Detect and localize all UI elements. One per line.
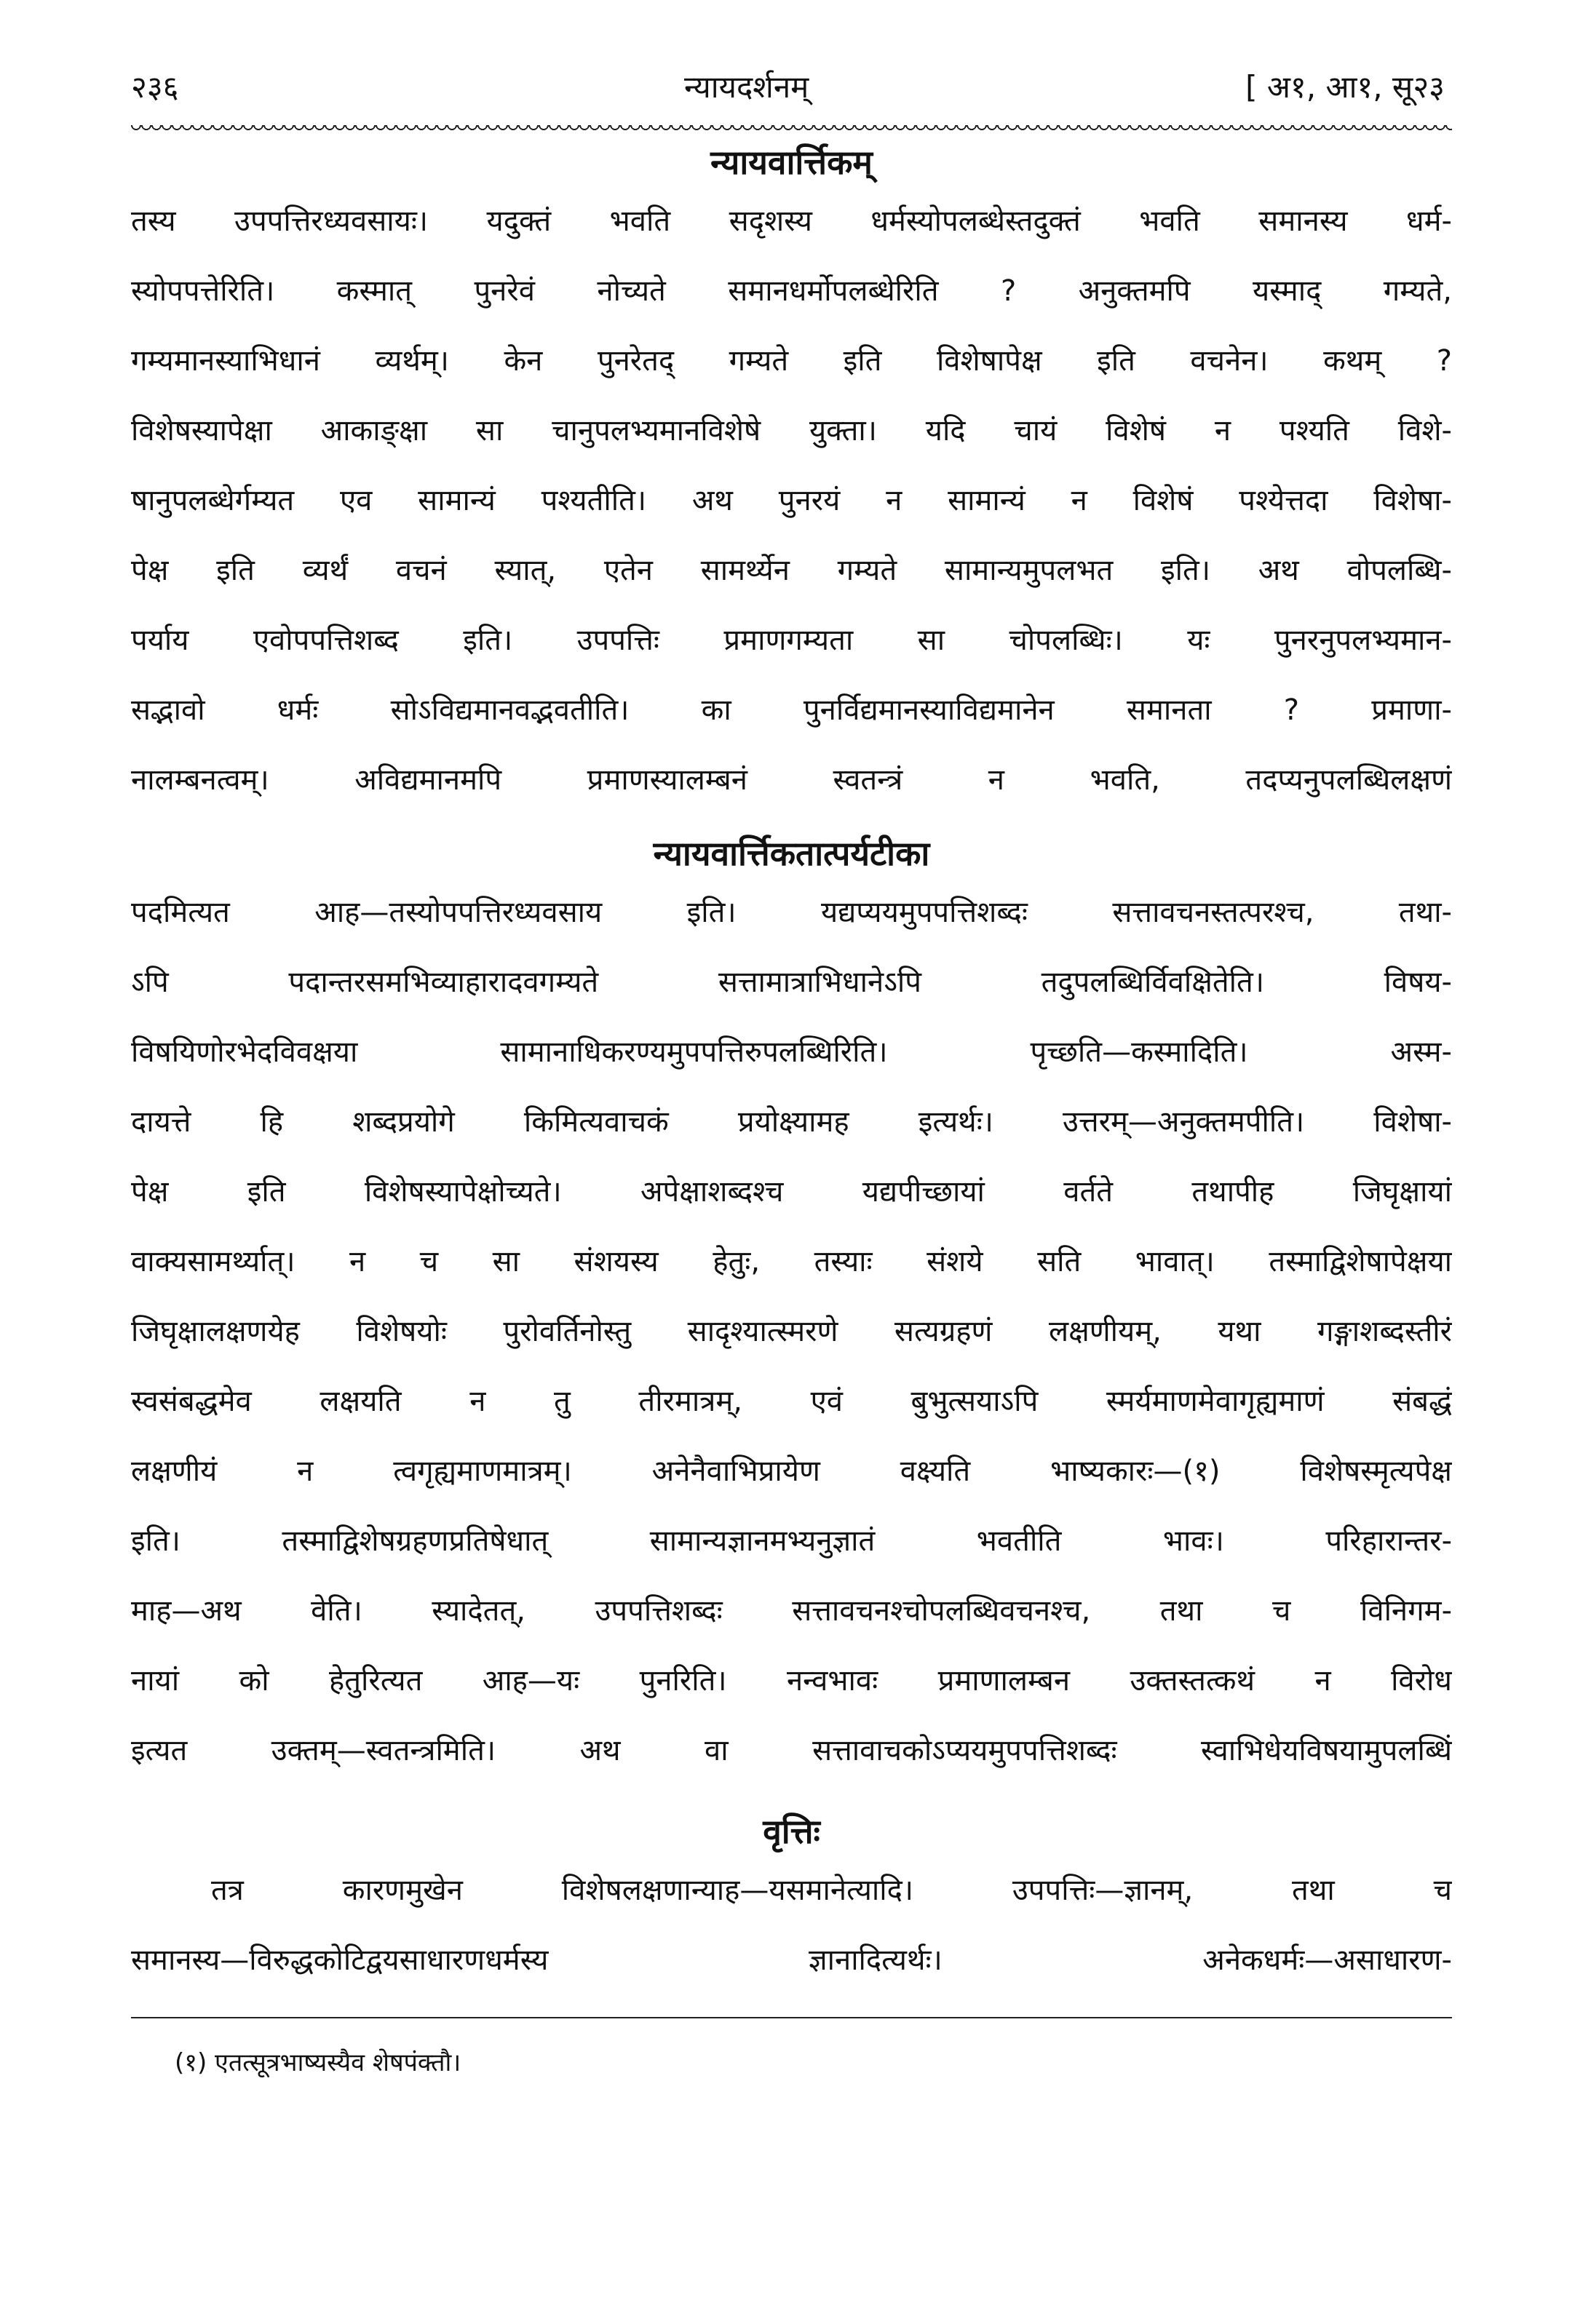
- text-line: इति। तस्माद्विशेषग्रहणप्रतिषेधात् सामान्यज्ञानमभ्यनुज्ञातं भवतीति भावः। परिहारान्तर-: [131, 1524, 1452, 1558]
- text-line: तस्य उपपत्तिरध्यवसायः। यदुक्तं भवति सदृशस्य धर्मस्योपलब्धेस्तदुक्तं भवति समानस्य धर्म-: [131, 204, 1452, 238]
- tatparya-tika-text: [131, 878, 1452, 1786]
- text-line: दायत्ते हि शब्दप्रयोगे किमित्यवाचकं प्रयोक्ष्यामह इत्यर्थः। उत्तरम्—अनुक्तमपीति। विशेषा-: [131, 1105, 1452, 1139]
- text-line: सद्भावो धर्मः सोऽविद्यमानवद्भवतीति। का पुनर्विद्यमानस्याविद्यमानेन समानता ? प्रमाणा-: [131, 693, 1452, 727]
- footnote: (१) एतत्सूत्रभाष्यस्यैव शेषपंक्तौ।: [175, 2048, 461, 2077]
- text-line: तत्र कारणमुखेन विशेषलक्षणान्याह—यसमानेत्यादि। उपपत्तिः—ज्ञानम्, तथा च: [211, 1874, 1452, 1907]
- vritti-text: [131, 1855, 1452, 1995]
- text-line: नायां को हेतुरित्यत आह—यः पुनरिति। नन्वभावः प्रमाणालम्बन उक्तस्तत्कथं न विरोध: [131, 1664, 1452, 1698]
- wavy-divider: [131, 125, 1452, 135]
- text-line: नालम्बनत्वम्। अविद्यमानमपि प्रमाणस्यालम्बनं स्वतन्त्रं न भवति, तदप्यनुपलब्धिलक्षणं: [131, 763, 1452, 797]
- text-line: षानुपलब्धेर्गम्यत एव सामान्यं पश्यतीति। अथ पुनरयं न सामान्यं न विशेषं पश्येत्तदा विशेषा-: [131, 484, 1452, 517]
- vartika-text: [131, 186, 1452, 815]
- text-line: जिघृक्षालक्षणयेह विशेषयोः पुरोवर्तिनोस्तु सादृश्यात्स्मरणे सत्यग्रहणं लक्षणीयम्, यथा गङ्गाशब्दस्तीरं: [131, 1315, 1452, 1348]
- section-reference: [ अ१, आ१, सू२३: [1245, 69, 1445, 105]
- text-line: पेक्ष इति व्यर्थं वचनं स्यात्, एतेन सामर्थ्येन गम्यते सामान्यमुपलभत इति। अथ वोपलब्धि-: [131, 554, 1452, 587]
- section-heading-vritti: वृत्तिः: [763, 1812, 820, 1851]
- text-line: वाक्यसामर्थ्यात्। न च सा संशयस्य हेतुः, तस्याः संशये सति भावात्। तस्माद्विशेषापेक्षया: [131, 1245, 1452, 1278]
- text-line: विषयिणोरभेदविवक्षया सामानाधिकरण्यमुपपत्तिरुपलब्धिरिति। पृच्छति—कस्मादिति। अस्म-: [131, 1035, 1452, 1069]
- page: [131, 58, 1452, 2285]
- text-line: पदमित्यत आह—तस्योपपत्तिरध्यवसाय इति। यद्यप्ययमुपपत्तिशब्दः सत्तावचनस्तत्परश्च, तथा-: [131, 896, 1452, 929]
- section-heading-vartika: न्यायवार्त्तिकम्: [710, 143, 873, 182]
- text-line: गम्यमानस्याभिधानं व्यर्थम्। केन पुनरेतद् गम्यते इति विशेषापेक्ष इति वचनेन। कथम् ?: [131, 344, 1452, 378]
- page-number: २३६: [131, 69, 179, 105]
- footnote-rule: [131, 2017, 1452, 2018]
- text-line: ऽपि पदान्तरसमभिव्याहारादवगम्यते सत्तामात्राभिधानेऽपि तदुपलब्धिर्विवक्षितेति। विषय-: [131, 966, 1452, 999]
- text-line: विशेषस्यापेक्षा आकाङ्क्षा सा चानुपलभ्यमानविशेषे युक्ता। यदि चायं विशेषं न पश्यति विशे-: [131, 414, 1452, 447]
- text-line: स्योपपत्तेरिति। कस्मात् पुनरेवं नोच्यते समानधर्मोपलब्धेरिति ? अनुक्तमपि यस्माद् गम्यते,: [131, 274, 1452, 308]
- text-line: समानस्य—विरुद्धकोटिद्वयसाधारणधर्मस्य ज्ञानादित्यर्थः। अनेकधर्मः—असाधारण-: [131, 1943, 1452, 1977]
- text-line: इत्यत उक्तम्—स्वतन्त्रमिति। अथ वा सत्तावाचकोऽप्ययमुपपत्तिशब्दः स्वाभिधेयविषयामुपलब्धिं: [131, 1734, 1452, 1767]
- text-line: स्वसंबद्धमेव लक्षयति न तु तीरमात्रम्, एवं बुभुत्सयाऽपि स्मर्यमाणमेवागृह्यमाणं संबद्धं: [131, 1385, 1452, 1418]
- text-line: लक्षणीयं न त्वगृह्यमाणमात्रम्। अनेनैवाभिप्रायेण वक्ष्यति भाष्यकारः—(१) विशेषस्मृत्यपेक्ष: [131, 1455, 1452, 1488]
- section-heading-tatparya-tika: न्यायवार्त्तिकतात्पर्यटीका: [653, 834, 930, 873]
- text-line: पेक्ष इति विशेषस्यापेक्षोच्यते। अपेक्षाशब्दश्च यद्यपीच्छायां वर्तते तथापीह जिघृक्षायां: [131, 1175, 1452, 1209]
- running-header: [131, 58, 1452, 146]
- text-line: पर्याय एवोपपत्तिशब्द इति। उपपत्तिः प्रमाणगम्यता सा चोपलब्धिः। यः पुनरनुपलभ्यमान-: [131, 624, 1452, 657]
- text-line: माह—अथ वेति। स्यादेतत्, उपपत्तिशब्दः सत्तावचनश्चोपलब्धिवचनश्च, तथा च विनिगम-: [131, 1594, 1452, 1628]
- running-title: न्यायदर्शनम्: [684, 69, 809, 105]
